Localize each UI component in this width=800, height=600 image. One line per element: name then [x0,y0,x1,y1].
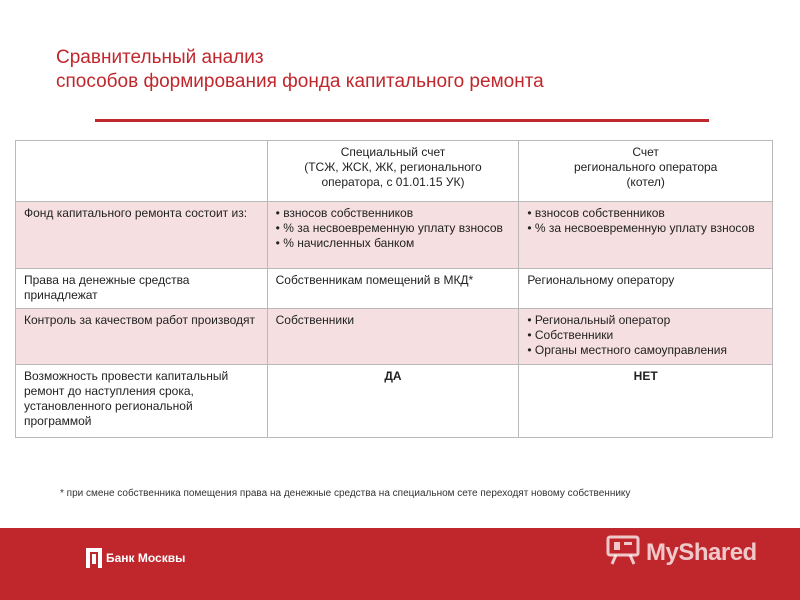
row-regional-cell [519,202,773,269]
row-special-cell [267,202,519,269]
row-regional-cell: Региональному оператору [519,269,773,309]
page-title [56,46,544,94]
table-row [16,309,773,365]
table-row [16,365,773,438]
list-item: • % за несвоевременную уплату взносов [527,221,764,236]
bank-logo [86,548,185,568]
list-item: • Региональный оператор [527,313,764,328]
header-special-account: Специальный счет (ТСЖ, ЖСК, ЖК, регионального оператора, с 01.01.15 УК) [267,141,519,202]
header-empty-cell [16,141,268,202]
list-item: • Органы местного самоуправления [527,343,764,358]
row-regional-cell [519,309,773,365]
title-line-1: Сравнительный анализ [56,47,264,68]
comparison-table [15,140,773,438]
row-special-cell: Собственникам помещений в МКД* [267,269,519,309]
presentation-board-icon [606,535,640,570]
row-special-cell: ДА [267,365,519,438]
row-label: Контроль за качеством работ производят [16,309,268,365]
bank-moskvy-logo-icon [86,548,102,568]
row-special-cell: Собственники [267,309,519,365]
list-item: • % начисленных банком [276,236,511,251]
title-underline [95,119,709,122]
footnote: * при смене собственника помещения права на денежные средства на специальном сете переходят новому собственнику [60,488,631,499]
watermark-logo [606,535,757,570]
row-label: Возможность провести капитальный ремонт до наступления срока, установленного региональной программой [16,365,268,438]
list-item: • взносов собственников [527,206,764,221]
list-item: • взносов собственников [276,206,511,221]
list-item: • Собственники [527,328,764,343]
row-label: Фонд капитального ремонта состоит из: [16,202,268,269]
table-row [16,202,773,269]
bank-name: Банк Москвы [106,551,186,565]
header-regional-operator: Счет регионального оператора (котел) [519,141,773,202]
table-row [16,269,773,309]
row-label: Права на денежные средства принадлежат [16,269,268,309]
title-line-2: способов формирования фонда капитального ремонта [56,71,544,92]
row-regional-cell: НЕТ [519,365,773,438]
table-header-row [16,141,773,202]
list-item: • % за несвоевременную уплату взносов [276,221,511,236]
watermark-text: MyShared [646,538,757,566]
